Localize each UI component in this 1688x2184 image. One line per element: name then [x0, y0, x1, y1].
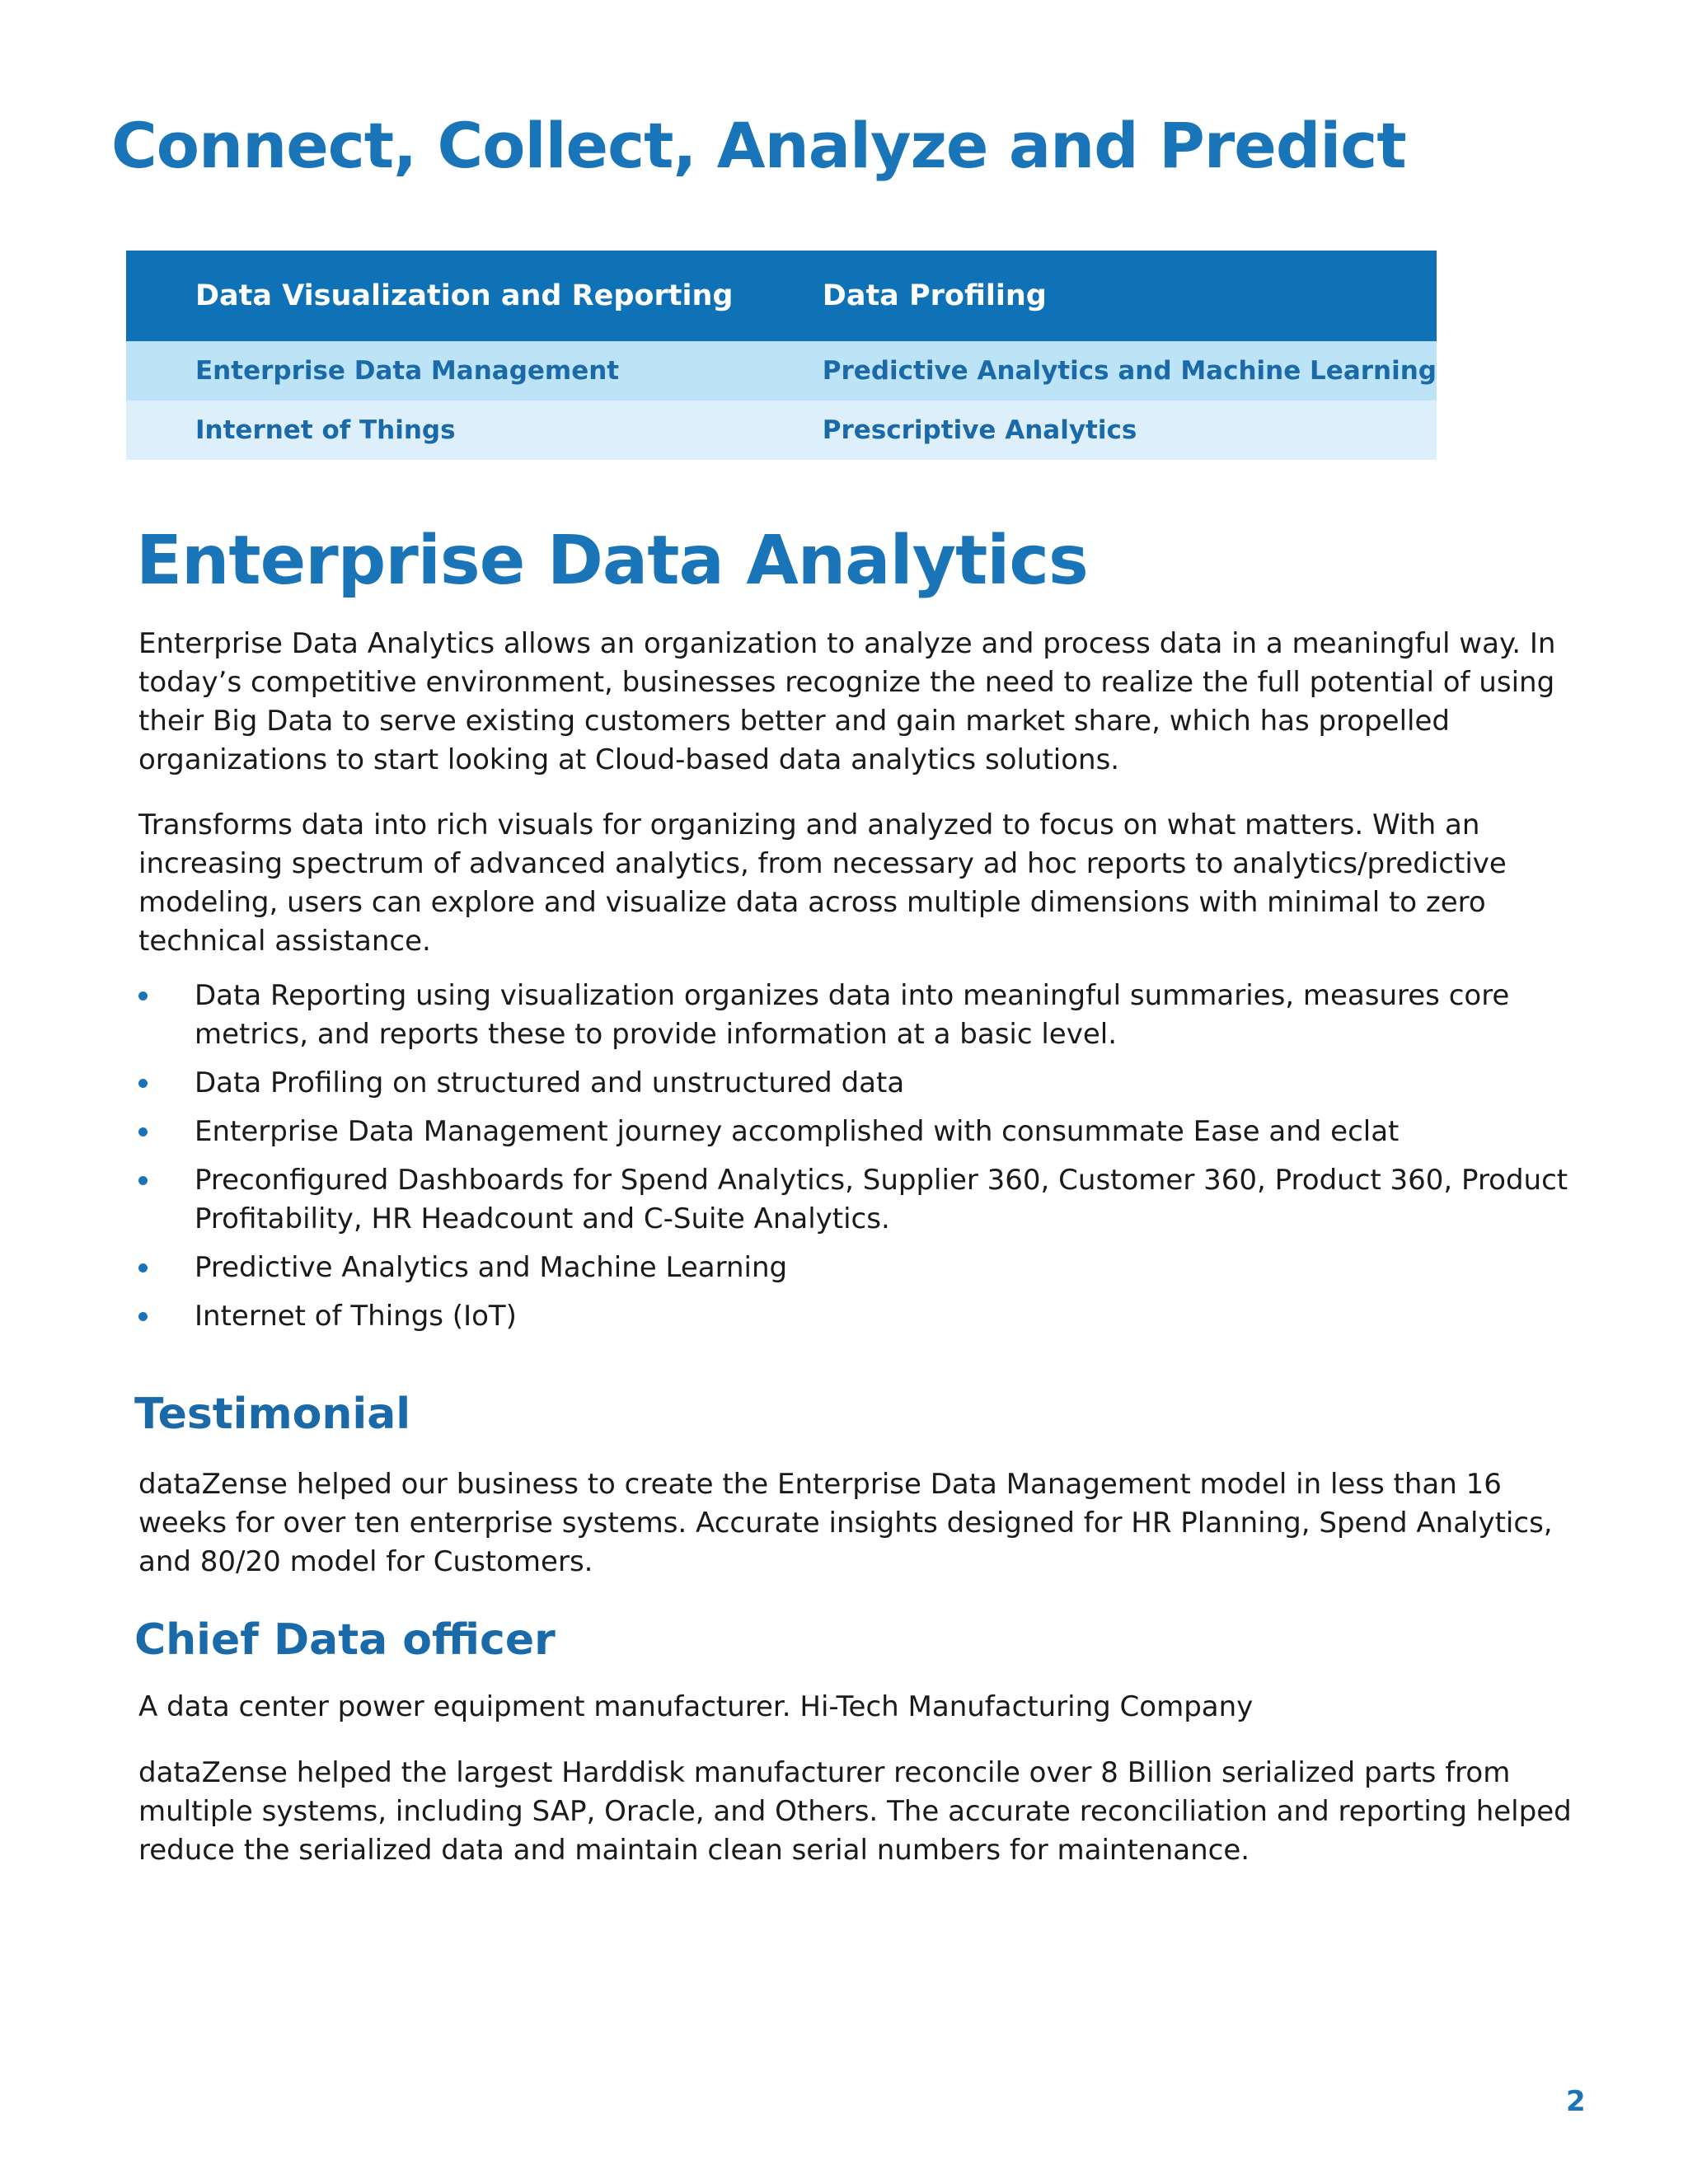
bullet-icon: [138, 991, 148, 1001]
bullet-icon: [138, 1079, 148, 1088]
features-paragraph: Transforms data into rich visuals for organizing and analyzed to focus on what matters. With an increasing spectrum of advanced analytics, from necessary ad hoc reports to analytics/predictive modeling, users can explore and visualize data across multiple dimensions with minimal to zero technical assistance.: [138, 808, 1507, 958]
list-item: [138, 1249, 1589, 1287]
section-title: Enterprise Data Analytics: [136, 522, 1088, 600]
bullet-icon: [138, 1263, 148, 1272]
list-item-text: Preconfigured Dashboards for Spend Analytics, Supplier 360, Customer 360, Product 360, Product Profitability, HR Headcount and C-Suite Analytics.: [195, 1164, 1568, 1235]
table-header-cell: Data Profiling: [753, 251, 1437, 341]
table-cell: Prescriptive Analytics: [753, 401, 1437, 460]
table-cell: Predictive Analytics and Machine Learning: [753, 341, 1437, 401]
chief-data-officer-title: Chief Data officer: [134, 1615, 556, 1665]
bullet-icon: [138, 1312, 148, 1321]
list-item-text: Data Profiling on structured and unstructured data: [195, 1066, 905, 1099]
capabilities-table: [126, 251, 1437, 460]
list-item-text: Enterprise Data Management journey accomplished with consummate Ease and eclat: [195, 1115, 1400, 1148]
table-header-row: [126, 251, 1437, 341]
testimonial-text: dataZense helped our business to create the Enterprise Data Management model in less than 16 weeks for over ten enterprise systems. Accurate insights designed for HR Planning, Spend Analytics, and 80/20 model for Customers.: [138, 1468, 1553, 1578]
list-item-text: Predictive Analytics and Machine Learning: [195, 1251, 788, 1284]
list-item: [138, 977, 1589, 1054]
list-item-text: Data Reporting using visualization organizes data into meaningful summaries, measures core metrics, and reports these to provide information at a basic level.: [195, 979, 1510, 1051]
intro-paragraph: Enterprise Data Analytics allows an organization to analyze and process data in a meaningful way. In today’s competitive environment, businesses recognize the need to realize the full potential of using their Big Data to serve existing customers better and gain market share, which has propelled organizations to start looking at Cloud-based data analytics solutions.: [138, 627, 1556, 776]
bullet-icon: [138, 1176, 148, 1185]
table-row: [126, 401, 1437, 460]
table-cell: Enterprise Data Management: [126, 341, 753, 401]
list-item-text: Internet of Things (IoT): [195, 1300, 517, 1333]
testimonial-title: Testimonial: [134, 1390, 411, 1439]
feature-list: [138, 977, 1589, 1346]
company-description: A data center power equipment manufacturer. Hi-Tech Manufacturing Company: [138, 1690, 1254, 1723]
table-cell: Internet of Things: [126, 401, 753, 460]
table-row: [126, 341, 1437, 401]
case-study-text: dataZense helped the largest Harddisk manufacturer reconcile over 8 Billion serialized parts from multiple systems, including SAP, Oracle, and Others. The accurate reconciliation and reporting helped reduce the serialized data and maintain clean serial numbers for maintenance.: [138, 1756, 1572, 1867]
list-item: [138, 1064, 1589, 1103]
bullet-icon: [138, 1127, 148, 1137]
page-number: 2: [1566, 2085, 1586, 2118]
page-title: Connect, Collect, Analyze and Predict: [111, 109, 1406, 182]
table-header-cell: Data Visualization and Reporting: [126, 251, 753, 341]
list-item: [138, 1297, 1589, 1336]
list-item: [138, 1161, 1589, 1239]
list-item: [138, 1113, 1589, 1151]
